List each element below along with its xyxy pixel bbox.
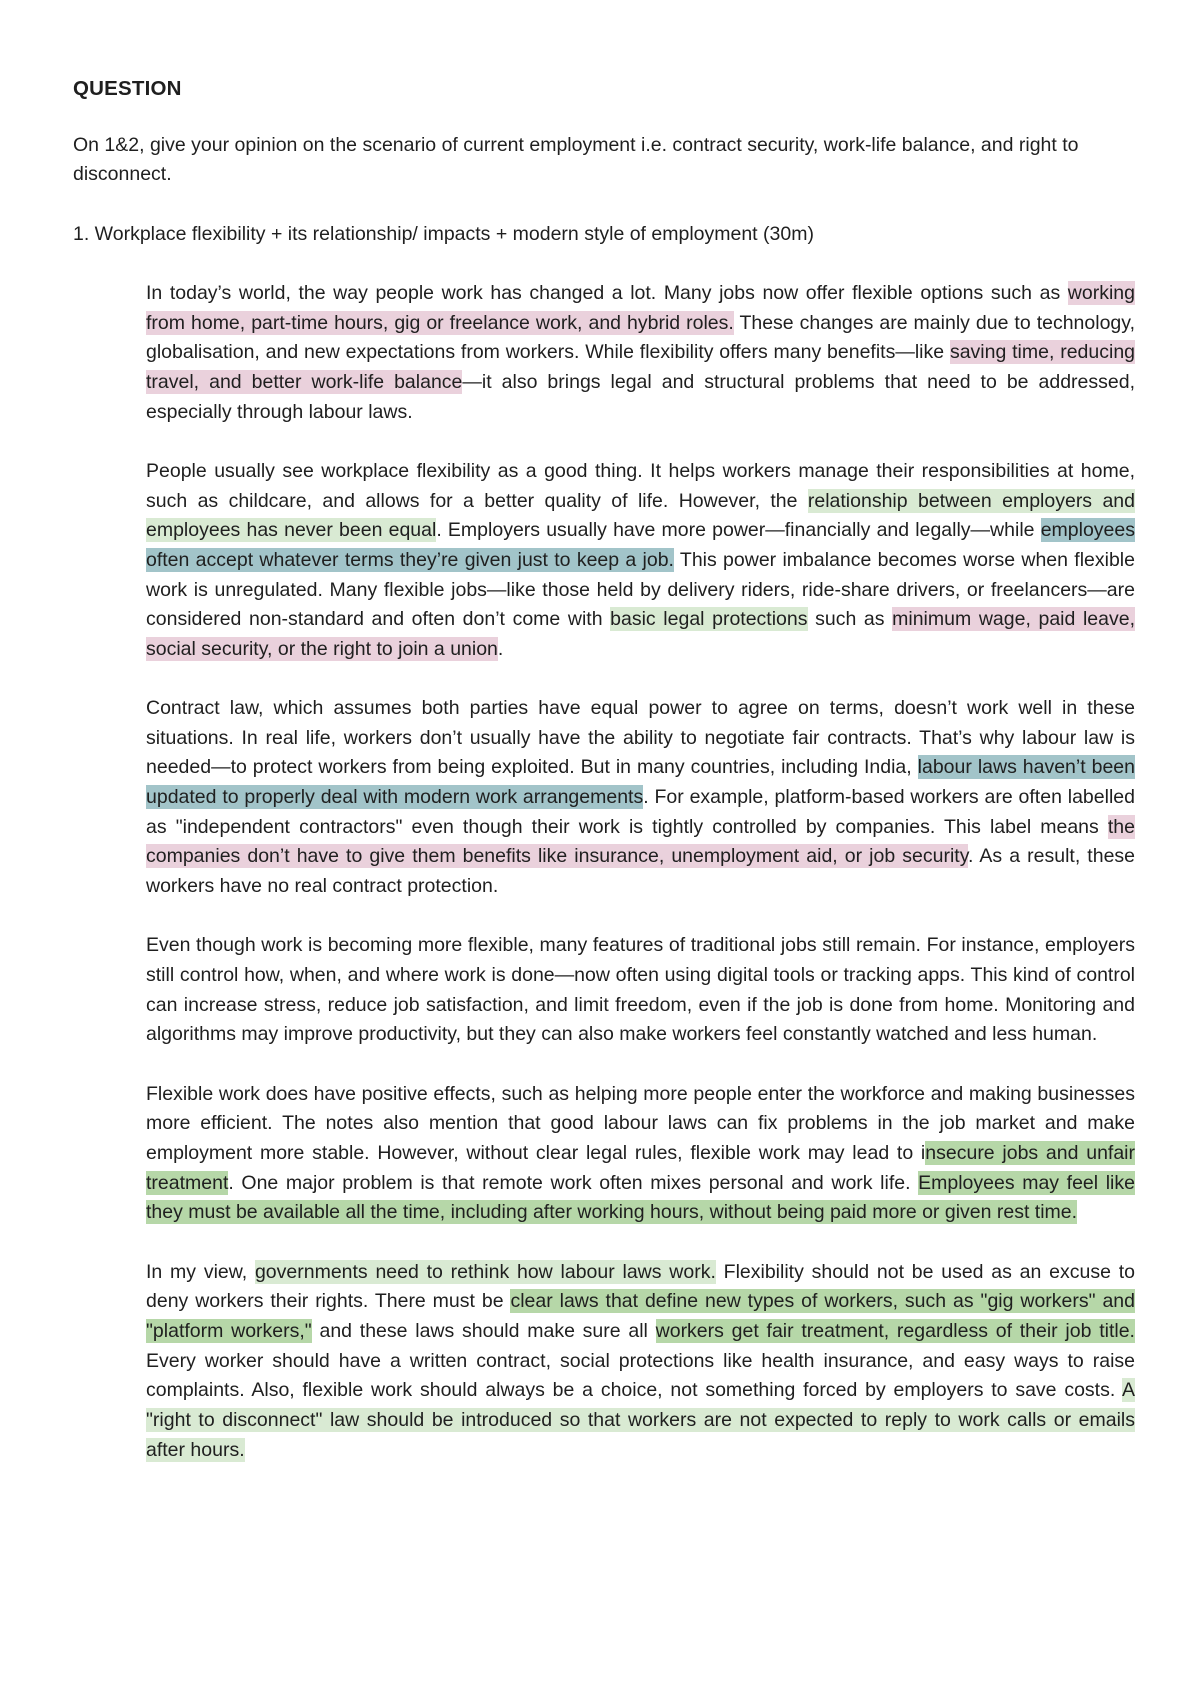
body-text: Flexible work does have positive effects, such as helping more people enter the workforce and making businesses more efficient. The notes also mention that good labour laws can fix problems in the job market and make employment more stable. However, without clear legal rules, flexible work may lead to i (146, 1082, 1135, 1164)
highlighted-text-blue: labour laws haven’t been updated to properly deal with modern work arrangements (146, 756, 1135, 809)
highlighted-text-lime: clear laws that define new types of workers, such as "gig workers" and "platform workers," (146, 1290, 1135, 1342)
answer-paragraph (146, 694, 1135, 902)
body-text: . Employers usually have more power—financially and legally—while (436, 519, 1041, 542)
body-text: People usually see workplace flexibility as a good thing. It helps workers manage their responsibilities at home, such as childcare, and allows for a better quality of life. However, the (146, 459, 1135, 512)
highlighted-text-blue: employees often accept whatever terms they’re given just to keep a job. (146, 519, 1135, 571)
highlighted-text-pink: saving time, reducing travel, and better work-life balance (146, 341, 1136, 393)
question-item-title: 1. Workplace flexibility + its relationship/ impacts + modern style of employment (30m) (73, 223, 814, 245)
body-text: Even though work is becoming more flexible, many features of traditional jobs still remain. For instance, employers still control how, when, and where work is done—now often using digital tools or tracking apps. This kind of control can increase stress, reduce job satisfaction, and limit freedom, even if the job is done from home. Monitoring and algorithms may improve productivity, but they can also make workers feel constantly watched and less human. (146, 934, 1135, 1046)
body-text: Contract law, which assumes both parties have equal power to agree on terms, doesn’t work well in these situations. In real life, workers don’t usually have the ability to negotiate fair contracts. That’s why labour law is needed—to protect workers from being exploited. But in many countries, including India, (146, 697, 1135, 779)
answer-paragraph (146, 931, 1135, 1050)
highlighted-text-pink: the companies don’t have to give them benefits like insurance, unemployment aid, or job security (146, 815, 1135, 868)
page-title: QUESTION (73, 77, 182, 100)
answer-body (146, 279, 1135, 1495)
body-text: and these laws should make sure all (311, 1319, 656, 1342)
answer-paragraph (146, 457, 1135, 665)
highlighted-text-green: governments need to rethink how labour laws work. (254, 1260, 716, 1283)
highlighted-text-lime: workers get fair treatment, regardless of their job title. (655, 1319, 1135, 1342)
answer-paragraph (146, 1258, 1135, 1466)
question-prompt: On 1&2, give your opinion on the scenario of current employment i.e. contract security, work-life balance, and right to disconnect. (73, 134, 1079, 186)
body-text: Every worker should have a written contract, social protections like health insurance, and easy ways to raise complaints. Also, flexible work should always be a choice, not something forced by employers to save costs. (146, 1349, 1135, 1402)
highlighted-text-pink: minimum wage, paid leave, social security, or the right to join a union (146, 608, 1135, 660)
answer-paragraph (146, 279, 1135, 427)
highlighted-text-lime: nsecure jobs and unfair treatment (146, 1141, 1135, 1194)
highlighted-text-green: A "right to disconnect" law should be introduced so that workers are not expected to reply to work calls or emails after hours. (146, 1379, 1135, 1461)
body-text: . (497, 637, 504, 660)
answer-paragraph (146, 1080, 1135, 1228)
body-text: —it also brings legal and structural problems that need to be addressed, especially through labour laws. (146, 370, 1135, 423)
highlighted-text-lime: Employees may feel like they must be available all the time, including after working hours, without being paid more or given rest time. (146, 1171, 1135, 1224)
body-text: Flexibility should not be used as an excuse to deny workers their rights. There must be (146, 1260, 1135, 1313)
body-text: . For example, platform-based workers are often labelled as "independent contractors" even though their work is tightly controlled by companies. This label means (146, 786, 1135, 838)
body-text: . One major problem is that remote work often mixes personal and work life. (228, 1171, 919, 1194)
body-text: In my view, (146, 1260, 255, 1283)
body-text: These changes are mainly due to technology, globalisation, and new expectations from workers. While flexibility offers many benefits—like (146, 311, 1135, 364)
highlighted-text-pink: working from home, part-time hours, gig or freelance work, and hybrid roles. (146, 282, 1135, 334)
highlighted-text-green: relationship between employers and employees has never been equal (146, 489, 1135, 542)
body-text: such as (807, 608, 893, 631)
body-text: In today’s world, the way people work has changed a lot. Many jobs now offer flexible options such as (146, 282, 1068, 304)
highlighted-text-green: basic legal protections (610, 608, 808, 631)
body-text: This power imbalance becomes worse when flexible work is unregulated. Many flexible jobs—like those held by delivery riders, ride-share drivers, or freelancers—are considered non-standard and often don’t come with (146, 548, 1135, 631)
body-text: . As a result, these workers have no real contract protection. (146, 845, 1136, 898)
